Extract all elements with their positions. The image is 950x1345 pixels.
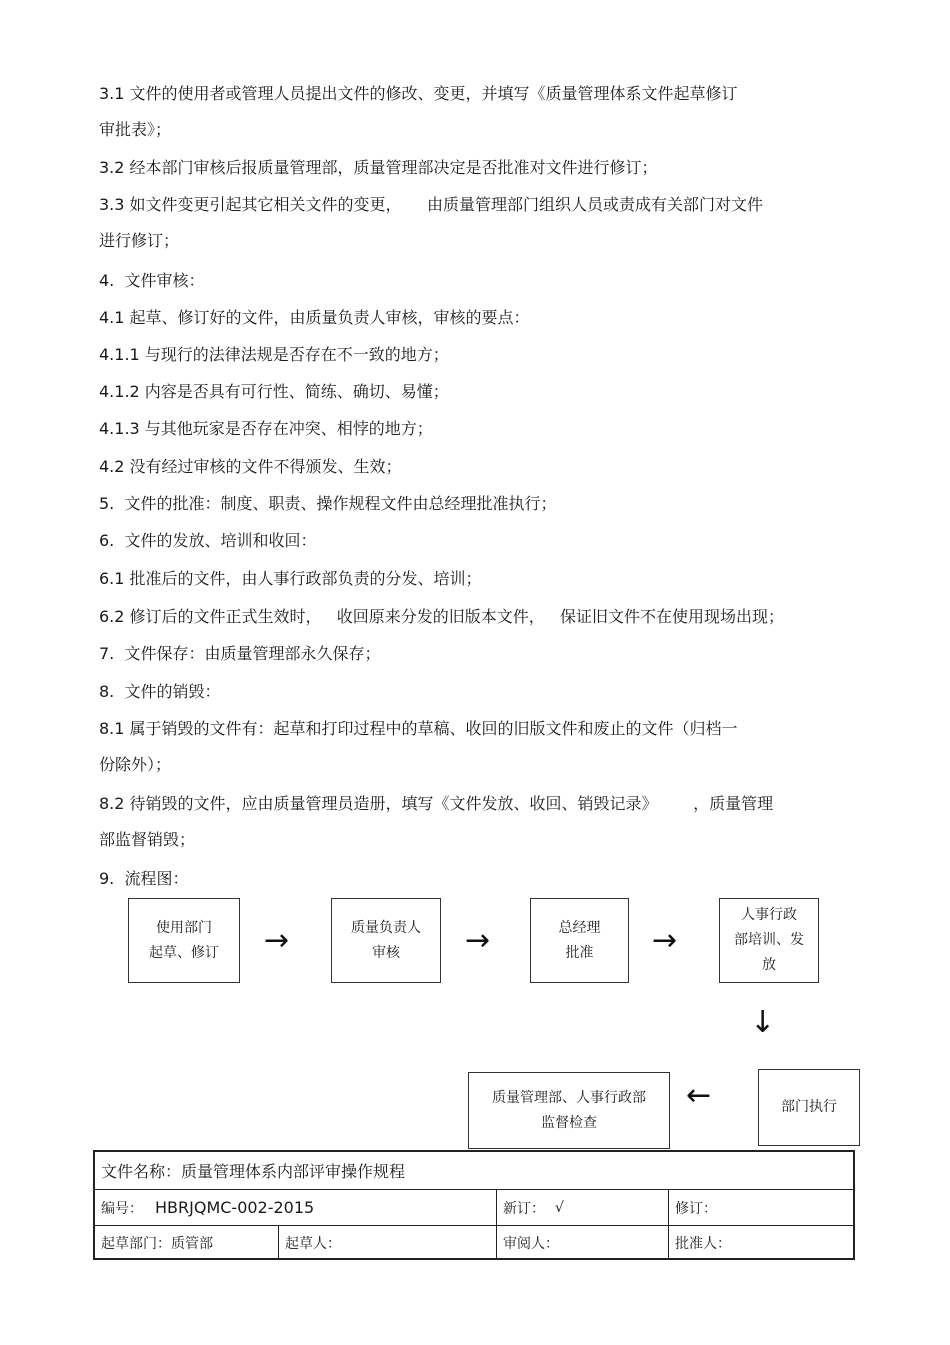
number-cell	[95, 1190, 496, 1225]
dept-label: 起草部门：	[101, 1236, 171, 1252]
revise-label: 修订：	[675, 1200, 717, 1217]
file-name-label: 文件名称：	[101, 1162, 182, 1181]
flow-box-supervise: 质量管理部、人事行政部 监督检查	[468, 1072, 670, 1149]
table-row	[95, 1152, 853, 1190]
paragraph-4-2: 4.2 没有经过审核的文件不得颁发、生效；	[99, 457, 402, 476]
dept-cell	[95, 1226, 278, 1260]
new-label: 新订：	[503, 1200, 545, 1217]
paragraph-3-3: 3.3 如文件变更引起其它相关文件的变更， 由质量管理部门组织人员或责成有关部门对文件 进行修订；	[99, 195, 763, 250]
file-name-cell	[95, 1152, 853, 1189]
paragraph-9: 9. 流程图：	[99, 869, 189, 888]
paragraph-8: 8. 文件的销毁：	[99, 682, 221, 701]
flow-arrow-down: ↓	[750, 1005, 776, 1040]
table-row	[95, 1190, 853, 1226]
flow-box-approve: 总经理 批准	[530, 898, 629, 983]
document-info-table	[93, 1150, 855, 1260]
approver-cell	[668, 1226, 853, 1260]
paragraph-3-2: 3.2 经本部门审核后报质量管理部，质量管理部决定是否批准对文件进行修订；	[99, 158, 658, 177]
flow-arrow-right: →	[264, 923, 290, 958]
new-check-mark: √	[555, 1199, 564, 1216]
paragraph-8-1: 8.1 属于销毁的文件有：起草和打印过程中的草稿、收回的旧版文件和废止的文件（归档一 份除外）；	[99, 719, 738, 774]
paragraph-4-1: 4.1 起草、修订好的文件，由质量负责人审核，审核的要点：	[99, 308, 530, 327]
reviewer-cell	[496, 1226, 668, 1260]
table-row	[95, 1226, 853, 1260]
paragraph-8-2: 8.2 待销毁的文件，应由质量管理员造册，填写《文件发放、收回、销毁记录》 ，质量管理 部监督销毁；	[99, 794, 774, 849]
new-cell	[496, 1190, 668, 1225]
flow-box-review: 质量负责人 审核	[331, 898, 441, 983]
flow-box-distribute: 人事行政 部培训、发 放	[719, 898, 819, 983]
paragraph-5: 5. 文件的批准：制度、职责、操作规程文件由总经理批准执行；	[99, 494, 557, 513]
number-value: HBRJQMC-002-2015	[155, 1198, 315, 1217]
paragraph-6: 6. 文件的发放、培训和收回：	[99, 531, 317, 550]
flow-box-draft: 使用部门 起草、修订	[128, 898, 240, 983]
reviewer-label: 审阅人：	[503, 1236, 559, 1252]
paragraph-6-1: 6.1 批准后的文件，由人事行政部负责的分发、培训；	[99, 569, 482, 588]
paragraph-4-1-2: 4.1.2 内容是否具有可行性、简练、确切、易懂；	[99, 382, 449, 401]
revise-cell	[668, 1190, 853, 1225]
file-name-value: 质量管理体系内部评审操作规程	[181, 1162, 406, 1181]
drafter-cell	[278, 1226, 496, 1260]
paragraph-4-1-3: 4.1.3 与其他玩家是否存在冲突、相悖的地方；	[99, 419, 433, 438]
paragraph-7: 7. 文件保存：由质量管理部永久保存；	[99, 644, 381, 663]
drafter-label: 起草人：	[285, 1236, 341, 1252]
number-label: 编号：	[101, 1200, 143, 1217]
flow-arrow-right: →	[465, 923, 491, 958]
flow-box-execute: 部门执行	[758, 1069, 860, 1146]
flow-arrow-left: ←	[686, 1078, 712, 1113]
paragraph-6-2: 6.2 修订后的文件正式生效时， 收回原来分发的旧版本文件， 保证旧文件不在使用现场出现；	[99, 607, 785, 626]
paragraph-3-1: 3.1 文件的使用者或管理人员提出文件的修改、变更，并填写《质量管理体系文件起草修订 审批表》；	[99, 84, 738, 139]
paragraph-4-1-1: 4.1.1 与现行的法律法规是否存在不一致的地方；	[99, 345, 449, 364]
paragraph-4: 4. 文件审核：	[99, 271, 205, 290]
approver-label: 批准人：	[675, 1236, 731, 1252]
dept-value: 质管部	[171, 1236, 213, 1252]
flow-arrow-right: →	[652, 923, 678, 958]
